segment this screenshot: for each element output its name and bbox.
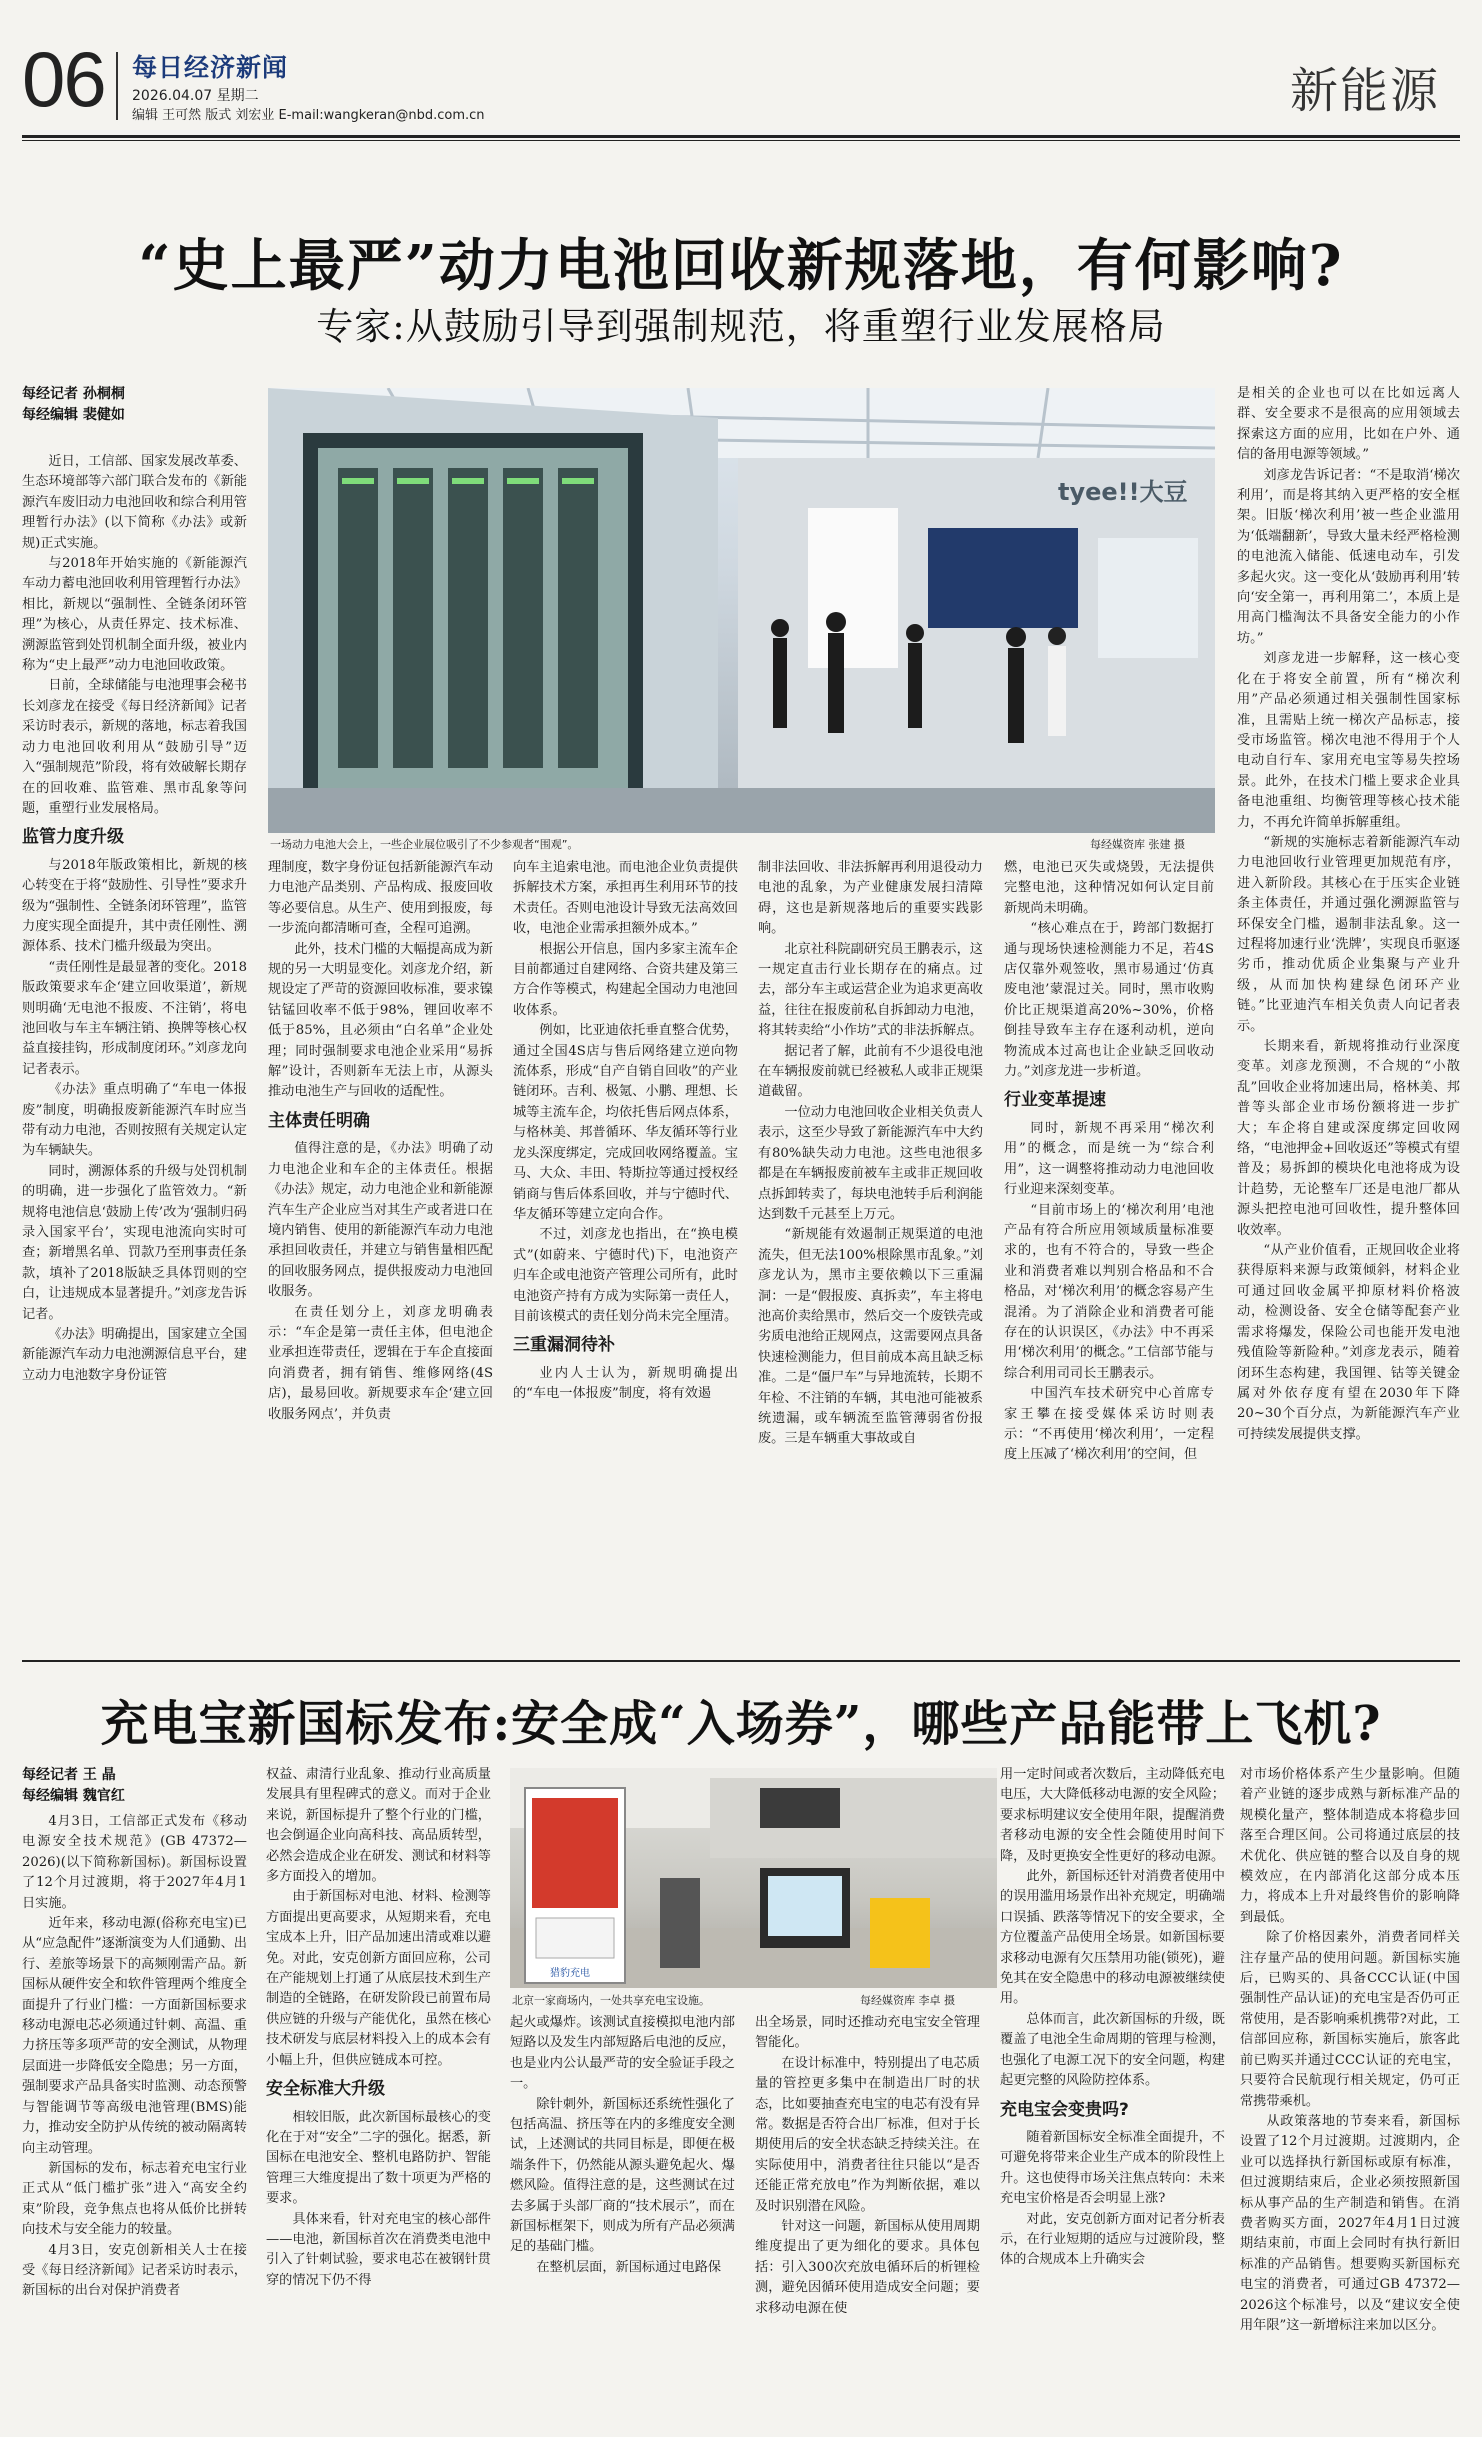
article1-title: “史上最严”动力电池回收新规落地，有何影响? xyxy=(138,233,1344,299)
paragraph: 从政策落地的节奏来看，新国标设置了12个月过渡期。过渡期内，企业可以选择执行新国标或原有标准，但过渡期结束后，企业必须按照新国标从事产品的生产制造和销售。在消费者购买方面，2027年4月1日过渡期结束前，市面上会同时有执行新旧标准的产品销售。想要购买新国标充电宝的消费者，可通过GB 47372—2026这个标准号，以及“建议安全使用年限”这一新增标注来加以区分。 xyxy=(1240,2113,1460,2333)
paragraph: 刘彦龙进一步解释，这一核心变化在于将安全前置，所有“梯次利用”产品必须通过相关强制性国家标准，且需贴上统一梯次产品标志，接受市场监管。梯次电池不得用于个人电动自行车、家用充电宝等易失控场景。此外，在技术门槛上要求企业具备电池重组、均衡管理等核心技术能力，不再允许简单拆解重组。 xyxy=(1237,651,1460,830)
paragraph: 总体而言，此次新国标的升级，既覆盖了电池全生命周期的管理与检测，也强化了电源工况下的安全问题，构建起更完整的风险防控体系。 xyxy=(1000,2011,1225,2089)
paragraph: 长期来看，新规将推动行业深度变革。刘彦龙预测，不合规的“小散乱”回收企业将加速出局，格林美、邦普等头部企业市场份额将进一步扩大；车企将自建或深度绑定回收网络，“电池押金+回收返还”等模式有望普及；易拆卸的模块化电池将成为设计趋势，无论整车厂还是电池厂都从源头把控电池可回收性，提升整体回收效率。 xyxy=(1237,1039,1460,1238)
section-heading: 主体责任明确 xyxy=(268,1110,370,1131)
paragraph: “从产业价值看，正规回收企业将获得原料来源与政策倾斜，材料企业可通过回收金属平抑原材料价格波动，检测设备、安全仓储等配套产业需求将爆发，保险公司也能开发电池残值险等新险种。”刘彦龙表示，随着闭环生态构建，我国锂、钴等关键金属对外依存度有望在2030年下降20~30个百分点，为新能源汽车产业可持续发展提供支撑。 xyxy=(1237,1243,1460,1442)
paragraph: 理制度，数字身份证包括新能源汽车动力电池产品类别、产品构成、报废回收等必要信息。从生产、使用到报废，每一步流向都清晰可查，全程可追溯。 xyxy=(268,860,493,937)
paragraph: 近日，工信部、国家发展改革委、生态环境部等六部门联合发布的《新能源汽车废旧动力电池回收和综合利用管理暂行办法》(以下简称《办法》或新规)正式实施。 xyxy=(22,454,247,551)
paragraph: “新规的实施标志着新能源汽车动力电池回收行业管理更加规范有序，进入新阶段。其核心在于压实企业链条主体责任，并通过强化溯源监管与环保安全门槛，遏制非法乱象。这一过程将加速行业‘洗牌’，实现良币驱逐劣币，推动优质企业集聚与产业升级，从而加快构建绿色闭环产业链。”比亚迪汽车相关负责人向记者表示。 xyxy=(1237,834,1460,1034)
paragraph: “核心难点在于，跨部门数据打通与现场快速检测能力不足，若4S店仅靠外观签收，黑市易通过‘仿真废电池’蒙混过关。同时，黑市收购价比正规渠道高20%~30%，价格倒挂导致车主存在逐利动机，逆向物流成本过高也让企业缺乏回收动力。”刘彦龙进一步析道。 xyxy=(1004,921,1214,1080)
paragraph: “新规能有效遏制正规渠道的电池流失，但无法100%根除黑市乱象。”刘彦龙认为，黑市主要依赖以下三重漏洞：一是“假报废、真拆卖”，车主将电池高价卖给黑市，然后交一个废铁壳或劣质电池给正规网点，这需要网点具备快速检测能力，但目前成本高且缺乏标准。二是“僵尸车”与异地流转，长期不年检、不注销的车辆，其电池可能被系统遗漏，或车辆流至监管薄弱省份报废。三是车辆重大事故或自 xyxy=(758,1227,983,1447)
date-line: 2026.04.07 星期二 xyxy=(132,88,259,104)
article2-column-2 xyxy=(266,1765,491,2424)
paragraph: 对市场价格体系产生少量影响。但随着产业链的逐步成熟与新标准产品的规模化量产，整体制造成本将稳步回落至合理区间。公司将通过底层的技术优化、供应链的整合以及自身的规模效应，在内部消化这部分成本压力，将成本上升对最终售价的影响降到最低。 xyxy=(1240,1767,1460,1925)
paragraph: 对此，安克创新方面对记者分析表示，在行业短期的适应与过渡阶段，整体的合规成本上升确实会 xyxy=(1000,2211,1225,2268)
paragraph: 与2018年版政策相比，新规的核心转变在于将“鼓励性、引导性”要求升级为“强制性、全链条闭环管理”，监管力度实现全面提升，其中责任刚性、溯源体系、技术门槛升级最为突出。 xyxy=(22,857,247,955)
paragraph: 燃，电池已灭失或烧毁，无法提供完整电池，这种情况如何认定目前新规尚未明确。 xyxy=(1004,860,1214,916)
paragraph: 除了价格因素外，消费者同样关注存量产品的使用问题。新国标实施后，已购买的、具备CCC认证(中国强制性产品认证)的充电宝是否仍可正常使用，是否影响乘机携带?对此，工信部回应称，新国标实施后，旅客此前已购买并通过CCC认证的充电宝，只要符合民航现行相关规定，仍可正常携带乘机。 xyxy=(1240,1930,1460,2109)
section-heading: 安全标准大升级 xyxy=(266,2079,385,2100)
article1-byline xyxy=(22,384,125,426)
reporter: 每经记者 孙桐桐 xyxy=(22,386,125,402)
paragraph: 起火或爆炸。该测试直接模拟电池内部短路以及发生内部短路后电池的反应，也是业内公认最严苛的安全验证手段之一。 xyxy=(510,2015,735,2092)
paragraph: 制非法回收、非法拆解再利用退役动力电池的乱象，为产业健康发展扫清障碍，这也是新规落地后的重要实践影响。 xyxy=(758,860,983,937)
article1-column-4 xyxy=(758,858,983,1648)
header-divider xyxy=(116,52,118,120)
paragraph: 在责任划分上，刘彦龙明确表示：“车企是第一责任主体，但电池企业承担连带责任，逻辑在于车企直接面向消费者，拥有销售、维修网络(4S店)，最易回收。新规要求车企‘建立回收服务网点’，并负责 xyxy=(268,1304,493,1422)
section-heading: 充电宝会变贵吗? xyxy=(1000,2099,1129,2120)
paragraph: 向车主追索电池。而电池企业负责提供拆解技术方案，承担再生利用环节的技术责任。否则电池设计导致无法高效回收，电池企业需承担额外成本。” xyxy=(513,860,738,937)
paragraph: 与2018年开始实施的《新能源汽车动力蓄电池回收利用管理暂行办法》相比，新规以“强制性、全链条闭环管理”为核心，从责任界定、技术标准、溯源监管到处罚机制全面升级，被业内称为“史上最严”动力电池回收政策。 xyxy=(22,556,247,674)
editors-line: 编辑 王可然 版式 刘宏业 E-mail:wangkeran@nbd.com.cn xyxy=(132,108,485,123)
paragraph: 此外，技术门槛的大幅提高成为新规的另一大明显变化。刘彦龙介绍，新规设定了严苛的资源回收标准，要求镍钴锰回收率不低于98%，锂回收率不低于85%，且必须由“白名单”企业处理；同时强制要求电池企业采用“易拆解”设计，否则新车无法上市，从源头推动电池生产与回收的适配性。 xyxy=(268,941,493,1100)
paragraph: 是相关的企业也可以在比如远离人群、安全要求不是很高的应用领域去探索这方面的应用，比如在户外、通信的备用电源等领域。” xyxy=(1237,386,1460,463)
paragraph: 刘彦龙告诉记者：“不是取消‘梯次利用’，而是将其纳入更严格的安全框架。旧版‘梯次利用’被一些企业滥用为‘低端翻新’，导致大量未经严格检测的电池流入储能、低速电动车，引发多起火灾。这一变化从‘鼓励再利用’转向‘安全第一，再利用第二’，本质上是用高门槛淘汰不具备安全能力的小作坊。” xyxy=(1237,467,1460,646)
header-rule xyxy=(22,135,1460,138)
section-heading: 三重漏洞待补 xyxy=(513,1335,615,1356)
paragraph: 出全场景，同时还推动充电宝安全管理智能化。 xyxy=(755,2015,980,2051)
paragraph: 近年来，移动电源(俗称充电宝)已从“应急配件”逐渐演变为人们通勤、出行、差旅等场景下的高频刚需产品。新国标从硬件安全和软件管理两个维度全面提升了行业门槛：一方面新国标要求移动电源电芯必须通过针刺、高温、重力挤压等多项严苛的安全测试，从物理层面进一步降低安全隐患；另一方面，强制要求产品具备实时监测、动态预警与智能调节等高级电池管理(BMS)能力，推动安全防护从传统的被动隔离转向主动管理。 xyxy=(22,1916,247,2156)
page-number: 06 xyxy=(22,35,105,123)
editor: 每经编辑 裴健如 xyxy=(22,407,125,423)
section-divider xyxy=(22,1660,1460,1662)
article1-photo xyxy=(268,388,1215,833)
article2-title: 充电宝新国标发布:安全成“入场券”，哪些产品能带上飞机? xyxy=(100,1696,1382,1752)
paragraph: 随着新国标安全标准全面提升，不可避免将带来企业生产成本的阶段性上升。这也使得市场关注焦点转向：未来充电宝价格是否会明显上涨? xyxy=(1000,2129,1225,2207)
paragraph: 由于新国标对电池、材料、检测等方面提出更高要求，从短期来看，充电宝成本上升，旧产品加速出清或难以避免。对此，安克创新方面回应称，公司在产能规划上打通了从底层技术到生产制造的全链路，在研发阶段已前置布局供应链的升级与产能优化，虽然在核心技术研发与底层材料投入上的成本会有小幅上升，但供应链成本可控。 xyxy=(266,1889,491,2068)
article2-column-4 xyxy=(755,2013,980,2424)
paragraph: 中国汽车技术研究中心首席专家王攀在接受媒体采访时则表示：“不再使用‘梯次利用’，一定程度上压减了‘梯次利用’的空间，但 xyxy=(1004,1386,1214,1463)
paragraph: 不过，刘彦龙也指出，在“换电模式”(如蔚来、宁德时代)下，电池资产归车企或电池资产管理公司所有，此时电池资产持有方成为实际第一责任人，目前该模式的责任划分尚未完全厘清。 xyxy=(513,1227,738,1324)
paragraph: “目前市场上的‘梯次利用’电池产品有符合所应用领域质量标准要求的，也有不符合的，导致一些企业和消费者难以判别合格品和不合格品，对‘梯次利用’的概念容易产生混淆。为了消除企业和消费者可能存在的认识误区，《办法》中不再采用‘梯次利用’的概念。”工信部节能与综合利用司司长王鹏表示。 xyxy=(1004,1202,1214,1381)
booth-sign: tyee!!大豆 xyxy=(1058,478,1188,506)
paragraph: 同时，溯源体系的升级与处罚机制的明确，进一步强化了监管效力。“新规将电池信息‘鼓励上传’改为‘强制归码录入国家平台’，实现电池流向实时可查；新增黑名单、罚款乃至刑事责任条款，填补了2018版缺乏具体罚则的空白，让违规成本显著提升。”刘彦龙告诉记者。 xyxy=(22,1163,247,1322)
article2-column-3 xyxy=(510,2013,735,2424)
article1-column-2 xyxy=(268,858,493,1648)
article1-photo-caption: 一场动力电池大会上，一些企业展位吸引了不少参观者“围观”。 xyxy=(270,838,579,851)
section-heading: 行业变革提速 xyxy=(1004,1090,1106,1111)
header-rule-thin xyxy=(22,140,1460,141)
paragraph: 4月3日，安克创新相关人士在接受《每日经济新闻》记者采访时表示，新国标的出台对保护消费者 xyxy=(22,2242,247,2299)
paragraph: 除针刺外，新国标还系统性强化了包括高温、挤压等在内的多维度安全测试，上述测试的共同目标是，即便在极端条件下，仍然能从源头避免起火、爆燃风险。值得注意的是，这些测试在过去多属于头部厂商的“技术展示”，而在新国标框架下，则成为所有产品必须满足的基础门槛。 xyxy=(510,2096,735,2255)
paragraph: 北京社科院副研究员王鹏表示，这一规定直击行业长期存在的痛点。过去，部分车主或运营企业为追求更高收益，往往在报废前私自拆卸动力电池，将其转卖给“小作坊”式的非法拆解点。 xyxy=(758,941,983,1039)
paragraph: “责任刚性是最显著的变化。2018版政策要求车企‘建立回收渠道’，新规则明确‘无电池不报废、不注销’，将电池回收与车主车辆注销、换牌等核心权益直接挂钩，形成制度闭环。”刘彦龙向记者表示。 xyxy=(22,959,247,1077)
editor: 每经编辑 魏官红 xyxy=(22,1788,125,1804)
paragraph: 4月3日，工信部正式发布《移动电源安全技术规范》(GB 47372—2026)(以下简称新国标)。新国标设置了12个月过渡期，将于2027年4月1日实施。 xyxy=(22,1814,247,1911)
article2-column-6 xyxy=(1240,1765,1460,2424)
article1-column-1 xyxy=(22,452,247,1648)
paragraph: 在整机层面，新国标通过电路保 xyxy=(536,2259,722,2275)
exhibition-photo xyxy=(268,388,1215,833)
paragraph: 值得注意的是，《办法》明确了动力电池企业和车企的主体责任。根据《办法》规定，动力电池企业和新能源汽车生产企业应当对其生产或者进口在境内销售、使用的新能源汽车动力电池承担回收责任，并建立与销售量相匹配的回收服务网点，提供报废动力电池回收服务。 xyxy=(268,1141,493,1300)
paragraph: 针对这一问题，新国标从使用周期维度提出了更为细化的要求。具体包括：引入300次充放电循环后的析锂检测，避免因循环使用造成安全问题；要求移动电源在使 xyxy=(755,2219,980,2316)
section-title: 新能源 xyxy=(1290,63,1441,119)
article2-byline xyxy=(22,1765,125,1807)
article2-column-1 xyxy=(22,1812,247,2424)
paragraph: 此外，新国标还针对消费者使用中的误用滥用场景作出补充规定，明确端口误插、跌落等情况下的安全要求，全方位覆盖产品使用全场景。如新国标要求移动电源有欠压禁用功能(锁死)，避免其在安全隐患中的移动电源被继续使用。 xyxy=(1000,1869,1225,2007)
article1-subtitle: 专家:从鼓励引导到强制规范，将重塑行业发展格局 xyxy=(316,305,1166,348)
section-heading: 监管力度升级 xyxy=(22,827,124,848)
paragraph: 据记者了解，此前有不少退役电池在车辆报废前就已经被私人或非正规渠道截留。 xyxy=(758,1043,983,1100)
charging-station-photo xyxy=(510,1768,997,1988)
article2-photo xyxy=(510,1768,997,1988)
paragraph: 同时，新规不再采用“梯次利用”的概念，而是统一为“综合利用”，这一调整将推动动力电池回收行业迎来深刻变革。 xyxy=(1004,1120,1214,1198)
paragraph: 一位动力电池回收企业相关负责人表示，这至少导致了新能源汽车中大约有80%缺失动力电池。这些电池很多都是在车辆报废前被车主或非正规回收点拆卸转卖了，每块电池转手后利润能达到数千元甚至上万元。 xyxy=(758,1104,983,1222)
reporter: 每经记者 王 晶 xyxy=(22,1767,116,1783)
paragraph: 相较旧版，此次新国标最核心的变化在于对“安全”二字的强化。据悉，新国标在电池安全、整机电路防护、智能管理三大维度提出了数十项更为严格的要求。 xyxy=(266,2109,491,2207)
article2-column-5 xyxy=(1000,1765,1225,2424)
paragraph: 在设计标准中，特别提出了电芯质量的管控更多集中在制造出厂时的状态，比如要抽查充电宝的电芯有没有异常。数据是否符合出厂标准，但对于长期使用后的安全状态缺乏持续关注。在实际使用中，消费者往往只能以“是否还能正常充放电”作为判断依据，难以及时识别潜在风险。 xyxy=(755,2055,980,2214)
paragraph: 《办法》重点明确了“车电一体报废”制度，明确报废新能源汽车时应当带有动力电池，否则按照有关规定认定为车辆缺失。 xyxy=(22,1082,247,1159)
paragraph: 日前，全球储能与电池理事会秘书长刘彦龙在接受《每日经济新闻》记者采访时表示，新规的落地，标志着我国动力电池回收利用从“鼓励引导”迈入“强制规范”阶段，将有效破解长期存在的回收难、监管难、黑市乱象等问题，重塑行业发展格局。 xyxy=(22,678,247,816)
paragraph: 根据公开信息，国内多家主流车企目前都通过自建网络、合资共建及第三方合作等模式，构建起全国动力电池回收体系。 xyxy=(513,941,738,1018)
paragraph: 权益、肃清行业乱象、推动行业高质量发展具有里程碑式的意义。而对于企业来说，新国标提升了整个行业的门槛，也会倒逼企业向高科技、高品质转型，必然会造成企业在研发、测试和材料等多方面投入的增加。 xyxy=(266,1767,491,1885)
paragraph: 用一定时间或者次数后，主动降低充电电压，大大降低移动电源的安全风险；要求标明建议安全使用年限，提醒消费者移动电源的安全性会随使用时间下降，及时更换安全性更好的移动电源。 xyxy=(1000,1767,1225,1864)
paragraph: 业内人士认为，新规明确提出的“车电一体报废”制度，将有效遏 xyxy=(513,1365,738,1402)
article1-column-3 xyxy=(513,858,738,1648)
paragraph: 具体来看，针对充电宝的核心部件——电池，新国标首次在消费类电池中引入了针刺试验，要求电芯在被钢针贯穿的情况下仍不得 xyxy=(266,2211,491,2288)
article2-photo-credit: 每经媒资库 李卓 摄 xyxy=(860,1994,955,2007)
paragraph: 《办法》明确提出，国家建立全国新能源汽车动力电池溯源信息平台，建立动力电池数字身份证管 xyxy=(22,1327,247,1383)
article1-column-6 xyxy=(1237,384,1460,1648)
paragraph: 例如，比亚迪依托垂直整合优势，通过全国4S店与售后网络建立逆向物流体系，形成“自产自销自回收”的产业链闭环。吉利、极氪、小鹏、理想、长城等主流车企，均依托售后网点体系，与格林美、邦普循环、华友循环等行业龙头深度绑定，完成回收网络覆盖。宝马、大众、丰田、特斯拉等通过授权经销商与售后体系回收，并与宁德时代、华友循环等建立定向合作。 xyxy=(513,1023,738,1222)
article1-column-5 xyxy=(1004,858,1214,1648)
paper-name: 每日经济新闻 xyxy=(132,53,289,82)
article2-photo-caption: 北京一家商场内，一处共享充电宝设施。 xyxy=(512,1994,710,2007)
station-brand: 猎豹充电 xyxy=(550,1968,590,1979)
article1-photo-credit: 每经媒资库 张建 摄 xyxy=(1090,838,1185,851)
paragraph: 新国标的发布，标志着充电宝行业正式从“低门槛扩张”进入“高安全约束”阶段，竞争焦点也将从低价比拼转向技术与安全能力的较量。 xyxy=(22,2160,247,2238)
